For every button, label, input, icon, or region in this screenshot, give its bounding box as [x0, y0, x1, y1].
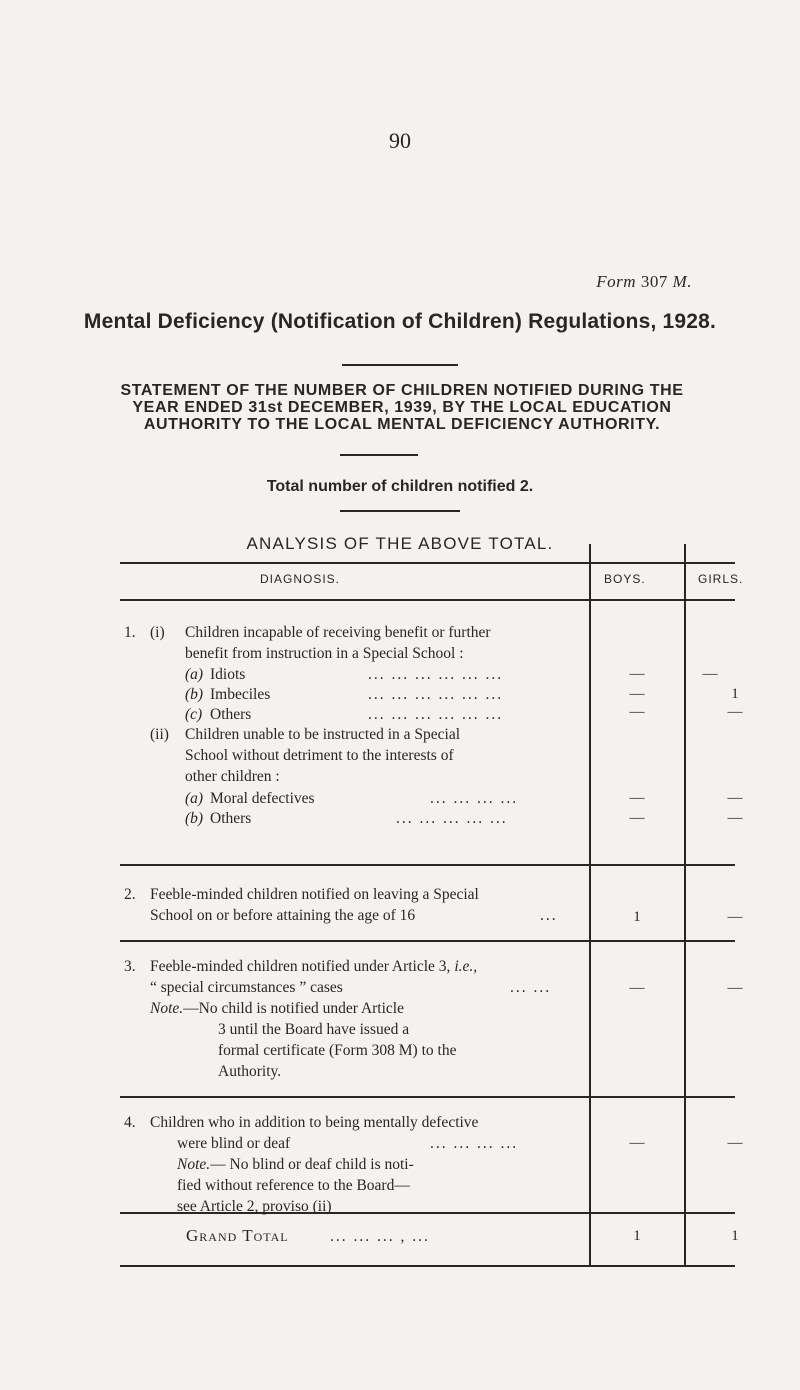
- item-iib-label: (b): [185, 810, 204, 827]
- item-a-girls: —: [702, 666, 718, 682]
- item-c-label: (c): [185, 706, 203, 723]
- statement-line-2: YEAR ENDED 31st DECEMBER, 1939, BY THE LOCAL EDUCATION: [132, 399, 672, 416]
- section-3-line-2: “ special circumstances ” cases: [150, 979, 343, 996]
- section-1-ii-label: (ii): [150, 726, 169, 743]
- statement-line-1: STATEMENT OF THE NUMBER OF CHILDREN NOTIFIED DURING THE: [120, 382, 684, 399]
- section-2-line-2: School on or before attaining the age of 16: [150, 907, 416, 924]
- section-2-number: 2.: [124, 886, 136, 903]
- item-iia-label: (a): [185, 790, 204, 807]
- section-4-note-line-1: [177, 1156, 414, 1174]
- section-4-girls: —: [727, 1135, 743, 1151]
- item-a-label: (a): [185, 666, 204, 683]
- item-b-label: (b): [185, 686, 204, 703]
- section-2-line-1: Feeble-minded children notified on leaving a Special: [150, 886, 479, 903]
- section-3-girls: —: [727, 980, 743, 996]
- section-3-note-line-1: [150, 1000, 572, 1018]
- section-1-i-line-1: Children incapable of receiving benefit or further: [185, 624, 491, 641]
- item-c-dots: ... ... ... ... ... ...: [368, 706, 504, 723]
- section-3-note-line-3: formal certificate (Form 308 M) to the: [218, 1042, 457, 1059]
- section-2-dots: ...: [540, 907, 558, 924]
- section-4-boys: —: [629, 1135, 645, 1151]
- section-1-i-label: (i): [150, 624, 165, 641]
- item-iib-boys: —: [629, 810, 645, 826]
- item-iib-girls: —: [727, 810, 743, 826]
- section-3-boys: —: [629, 980, 645, 996]
- item-a-boys: —: [629, 666, 645, 682]
- section-3-number: 3.: [124, 958, 136, 975]
- section-1-ii-line-3: other children :: [185, 768, 280, 785]
- section-2-boys: 1: [633, 909, 641, 925]
- row3-bottom-rule: [120, 1096, 735, 1098]
- section-3-ie: i.e.,: [454, 958, 478, 975]
- section-3-note-text-1: —No child is notified under Article: [183, 1000, 404, 1017]
- header-bottom-rule: [120, 599, 735, 601]
- item-c-boys: —: [629, 704, 645, 720]
- section-3-note-line-4: Authority.: [218, 1063, 282, 1080]
- item-a-text: Idiots: [210, 666, 246, 683]
- document-title: Mental Deficiency (Notification of Children) Regulations, 1928.: [83, 310, 717, 333]
- section-1-number: 1.: [124, 624, 136, 641]
- section-4-note-line-2: fied without reference to the Board—: [177, 1177, 410, 1194]
- item-c-girls: —: [727, 704, 743, 720]
- item-c-text: Others: [210, 706, 252, 723]
- statement-line-3: AUTHORITY TO THE LOCAL MENTAL DEFICIENCY AUTHORITY.: [143, 416, 661, 433]
- header-boys: BOYS.: [604, 572, 646, 586]
- section-3-line-1: [150, 958, 477, 976]
- item-iia-boys: —: [629, 790, 645, 806]
- row1-bottom-rule: [120, 864, 735, 866]
- section-2-girls: —: [727, 909, 743, 925]
- header-diagnosis: DIAGNOSIS.: [260, 572, 341, 586]
- col-divider-girls: [684, 544, 686, 1266]
- page-number: 90: [389, 128, 411, 153]
- table-bottom-rule: [120, 1265, 735, 1267]
- grand-total-dots: ... ... ... , ...: [330, 1228, 430, 1245]
- item-b-girls: 1: [731, 686, 739, 702]
- form-label: Form: [596, 272, 637, 291]
- section-4-line-1: Children who in addition to being mentally defective: [150, 1114, 479, 1131]
- section-1-i-line-2: benefit from instruction in a Special School :: [185, 645, 464, 662]
- section-4-dots: ... ... ... ...: [430, 1135, 519, 1152]
- total-notified: Total number of children notified 2.: [266, 478, 534, 495]
- section-4-number: 4.: [124, 1114, 136, 1131]
- section-3-note-line-2: 3 until the Board have issued a: [218, 1021, 410, 1038]
- row2-bottom-rule: [120, 940, 735, 942]
- section-4-line-2: were blind or deaf: [177, 1135, 291, 1152]
- section-4-note-label: Note.: [177, 1156, 211, 1173]
- item-iia-dots: ... ... ... ...: [430, 790, 519, 807]
- section-3-line-1-text: Feeble-minded children notified under Article 3,: [150, 958, 451, 975]
- item-iib-dots: ... ... ... ... ...: [396, 810, 508, 827]
- form-number: 307: [640, 272, 668, 291]
- section-1-ii-line-2: School without detriment to the interests of: [185, 747, 454, 764]
- grand-total-girls: 1: [731, 1228, 739, 1244]
- col-divider-boys: [589, 544, 591, 1266]
- grand-total-label: Grand Total: [186, 1226, 289, 1245]
- item-iib-text: Others: [210, 810, 252, 827]
- item-b-text: Imbeciles: [210, 686, 271, 703]
- grand-total-boys: 1: [633, 1228, 641, 1244]
- table-top-rule: [120, 562, 735, 564]
- item-iia-text: Moral defectives: [210, 790, 315, 807]
- item-iia-girls: —: [727, 790, 743, 806]
- analysis-heading: ANALYSIS OF THE ABOVE TOTAL.: [246, 534, 554, 553]
- section-4-note-text-1: — No blind or deaf child is noti-: [210, 1156, 414, 1173]
- form-suffix: M.: [672, 272, 692, 291]
- section-1-ii-line-1: Children unable to be instructed in a Special: [185, 726, 461, 743]
- section-3-dots: ... ...: [510, 979, 552, 996]
- item-b-dots: ... ... ... ... ... ...: [368, 686, 504, 703]
- section-4-note-line-3: see Article 2, proviso (ii): [177, 1198, 332, 1215]
- item-a-dots: ... ... ... ... ... ...: [368, 666, 504, 683]
- header-girls: GIRLS.: [698, 572, 744, 586]
- item-b-boys: —: [629, 686, 645, 702]
- section-3-note-label: Note.: [150, 1000, 184, 1017]
